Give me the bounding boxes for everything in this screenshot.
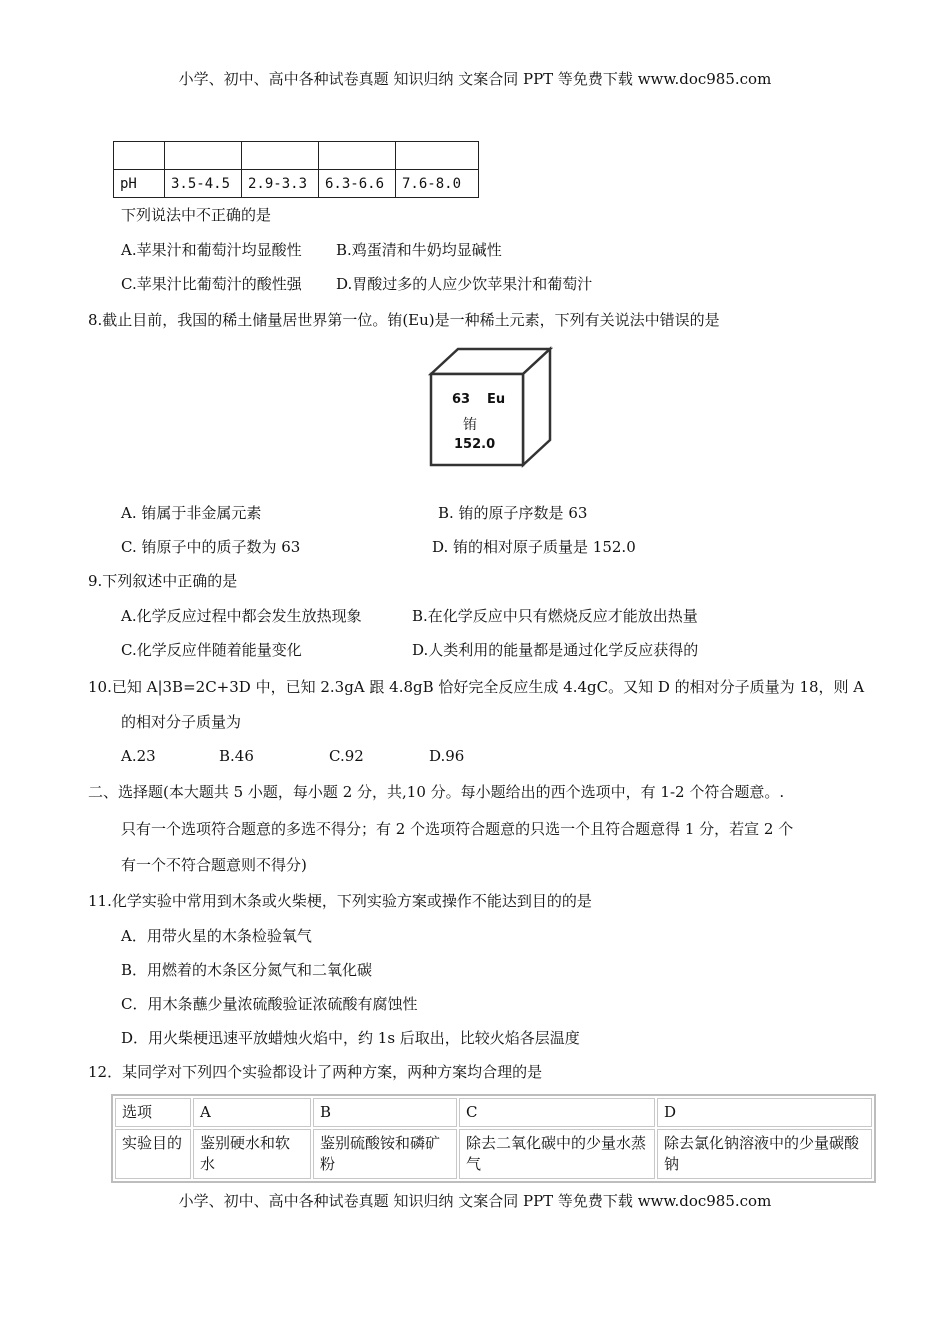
q7-option-b: B.鸡蛋清和牛奶均显碱性 <box>336 241 502 259</box>
q9-option-a: A.化学反应过程中都会发生放热现象 <box>121 607 362 625</box>
table-cell: A <box>193 1098 311 1127</box>
table-cell: 鉴别硫酸铵和磷矿粉 <box>313 1129 457 1179</box>
table-cell <box>114 142 165 170</box>
ph-table <box>113 141 479 198</box>
section2-line3: 有一个不符合题意则不得分) <box>121 856 307 874</box>
q7-stem: 下列说法中不正确的是 <box>121 206 272 224</box>
q9-option-d: D.人类利用的能量都是通过化学反应获得的 <box>412 641 699 659</box>
q10-option-c: C.92 <box>329 747 364 765</box>
element-name: 铕 <box>463 417 477 433</box>
q8-option-c: C. 铕原子中的质子数为 63 <box>121 538 301 556</box>
table-row <box>115 1129 872 1179</box>
table-cell <box>396 142 479 170</box>
q11-option-a: A．用带火星的木条检验氧气 <box>121 927 312 945</box>
section2-line2: 只有一个选项符合题意的多选不得分；有 2 个选项符合题意的只选一个且符合题意得 1 分，若宣 2 个 <box>121 820 794 838</box>
table-cell: 除去氯化钠溶液中的少量碳酸钠 <box>657 1129 872 1179</box>
table-row <box>115 1098 872 1127</box>
table-cell: D <box>657 1098 872 1127</box>
q8-option-d: D. 铕的相对原子质量是 152.0 <box>432 538 636 556</box>
q8-stem: 8.截止目前，我国的稀土储量居世界第一位。铕(Eu)是一种稀土元素，下列有关说法中错误的是 <box>88 311 720 329</box>
q11-option-d: D．用火柴梗迅速平放蜡烛火焰中，约 1s 后取出，比较火焰各层温度 <box>121 1029 580 1047</box>
table-cell: 6.3-6.6 <box>319 170 396 198</box>
q11-option-b: B．用燃着的木条区分氮气和二氧化碳 <box>121 961 373 979</box>
q7-option-c: C.苹果汁比葡萄汁的酸性强 <box>121 275 302 293</box>
table-cell: 3.5-4.5 <box>165 170 242 198</box>
q10-stem-line1: 10.已知 A|3B=2C+3D 中，已知 2.3gA 跟 4.8gB 恰好完全反应生成 4.4gC。又知 D 的相对分子质量为 18，则 A <box>88 678 865 696</box>
section2-title: 二、选择题(本大题共 5 小题，每小题 2 分，共,10 分。每小题给出的西个选项中，有 1-2 个符合题意。. <box>88 783 785 801</box>
table-cell: 除去二氧化碳中的少量水蒸气 <box>459 1129 655 1179</box>
q11-stem: 11.化学实验中常用到木条或火柴梗，下列实验方案或操作不能达到目的的是 <box>88 892 592 910</box>
page-header: 小学、初中、高中各种试卷真题 知识归纳 文案合同 PPT 等免费下载 www.doc985.com <box>178 70 772 88</box>
table-cell: 2.9-3.3 <box>242 170 319 198</box>
table-cell: 选项 <box>115 1098 191 1127</box>
element-symbol: Eu <box>487 392 506 407</box>
table-cell: 实验目的 <box>115 1129 191 1179</box>
table-cell <box>242 142 319 170</box>
table-cell: 鉴别硬水和软水 <box>193 1129 311 1179</box>
q9-stem: 9.下列叙述中正确的是 <box>88 572 238 590</box>
element-mass: 152.0 <box>454 437 496 452</box>
q7-option-a: A.苹果汁和葡萄汁均显酸性 <box>121 241 302 259</box>
table-cell <box>319 142 396 170</box>
q10-option-a: A.23 <box>121 747 156 765</box>
table-cell: C <box>459 1098 655 1127</box>
q11-option-c: C．用木条蘸少量浓硫酸验证浓硫酸有腐蚀性 <box>121 995 418 1013</box>
q9-option-b: B.在化学反应中只有燃烧反应才能放出热量 <box>412 607 698 625</box>
q8-option-b: B. 铕的原子序数是 63 <box>438 504 588 522</box>
q8-option-a: A. 铕属于非金属元素 <box>121 504 262 522</box>
page-footer: 小学、初中、高中各种试卷真题 知识归纳 文案合同 PPT 等免费下载 www.doc985.com <box>178 1192 772 1210</box>
q10-option-b: B.46 <box>219 747 254 765</box>
q10-option-d: D.96 <box>429 747 465 765</box>
table-row <box>114 170 479 198</box>
q12-table <box>111 1094 876 1183</box>
q10-stem-line2: 的相对分子质量为 <box>121 713 242 731</box>
table-cell: pH <box>114 170 165 198</box>
q7-option-d: D.胃酸过多的人应少饮苹果汁和葡萄汁 <box>336 275 593 293</box>
q9-option-c: C.化学反应伴随着能量变化 <box>121 641 302 659</box>
element-number: 63 <box>452 392 471 407</box>
table-cell <box>165 142 242 170</box>
q12-stem: 12．某同学对下列四个实验都设计了两种方案，两种方案均合理的是 <box>88 1063 543 1081</box>
element-cube <box>428 346 554 468</box>
table-cell: B <box>313 1098 457 1127</box>
table-cell: 7.6-8.0 <box>396 170 479 198</box>
table-row <box>114 142 479 170</box>
